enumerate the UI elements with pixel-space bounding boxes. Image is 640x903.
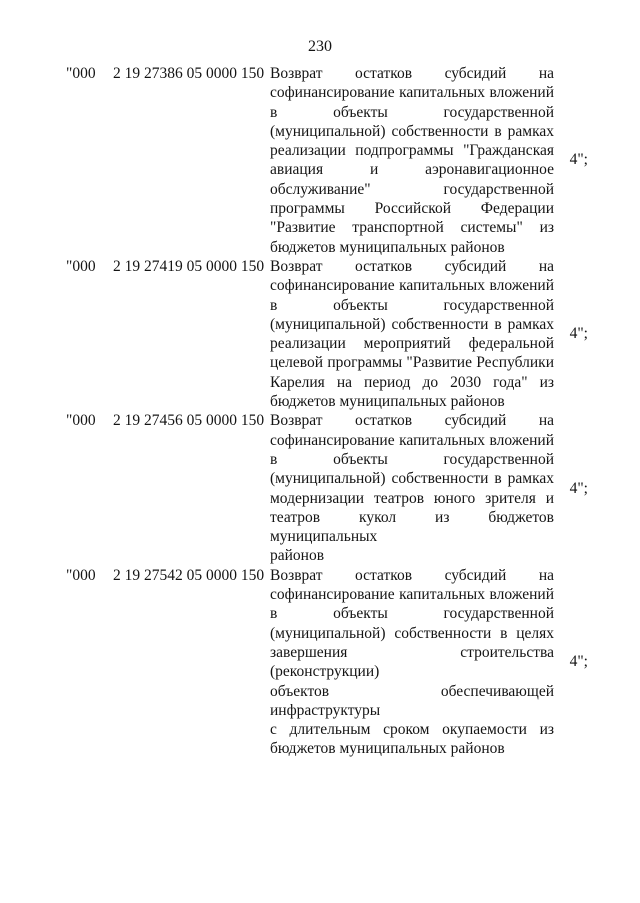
description-line: Возврат остатков субсидий на xyxy=(270,412,554,430)
budget-classification-code: 2 19 27386 05 0000 150 xyxy=(113,65,265,82)
description-line: софинансирование капитальных вложений xyxy=(270,277,554,295)
income-description xyxy=(270,566,554,759)
description-line: в объекты государственной xyxy=(270,450,554,468)
description-line: объектов обеспечивающей инфраструктуры xyxy=(270,682,554,719)
income-description xyxy=(270,411,554,565)
description-line: реализации подпрограммы "Гражданская xyxy=(270,142,554,160)
description-line: обслуживание" государственной xyxy=(270,180,554,198)
description-line: целевой программы "Развитие Республики xyxy=(270,354,554,372)
budget-code-entry xyxy=(0,64,640,257)
amount-value: 4"; xyxy=(569,479,588,497)
description-line: Возврат остатков субсидий на xyxy=(270,257,554,275)
description-line: с длительным сроком окупаемости из xyxy=(270,721,554,739)
description-line: софинансирование капитальных вложений xyxy=(270,84,554,102)
budget-classification-code: 2 19 27419 05 0000 150 xyxy=(113,257,265,275)
description-line: (муниципальной) собственности в целях xyxy=(270,624,554,642)
budget-code-entry xyxy=(0,566,640,759)
description-line: в объекты государственной xyxy=(270,296,554,314)
budget-code-entry xyxy=(0,257,640,411)
income-description xyxy=(270,64,554,257)
description-line: театров кукол из бюджетов муниципальных xyxy=(270,508,554,546)
description-line: софинансирование капитальных вложений xyxy=(270,586,554,604)
description-line: Возврат остатков субсидий на xyxy=(270,566,554,584)
description-line: завершения строительства (реконструкции) xyxy=(270,643,554,681)
description-line: в объекты государственной xyxy=(270,605,554,623)
description-line: районов xyxy=(270,547,325,565)
description-line: (муниципальной) собственности в рамках xyxy=(270,315,554,333)
description-line: (муниципальной) собственности в рамках xyxy=(270,122,554,140)
admin-code: "000 xyxy=(66,412,96,430)
admin-code: "000 xyxy=(66,566,96,584)
admin-code: "000 xyxy=(66,257,96,275)
description-line: бюджетов муниципальных районов xyxy=(270,740,505,758)
description-line: программы Российской Федерации xyxy=(270,200,554,218)
admin-code: "000 xyxy=(66,65,96,82)
budget-code-entry xyxy=(0,411,640,565)
budget-code-list xyxy=(0,64,640,759)
description-line: авиация и аэронавигационное xyxy=(270,161,554,179)
description-line: софинансирование капитальных вложений xyxy=(270,431,554,449)
description-line: Возврат остатков субсидий на xyxy=(270,65,554,82)
page-number: 230 xyxy=(308,38,332,55)
income-description xyxy=(270,257,554,411)
description-line: (муниципальной) собственности в рамках xyxy=(270,470,554,488)
amount-value: 4"; xyxy=(569,151,588,169)
description-line: бюджетов муниципальных районов xyxy=(270,393,505,411)
amount-value: 4"; xyxy=(569,653,588,671)
description-line: реализации мероприятий федеральной xyxy=(270,335,554,353)
amount-value: 4"; xyxy=(569,325,588,343)
budget-classification-code: 2 19 27456 05 0000 150 xyxy=(113,412,265,430)
budget-classification-code: 2 19 27542 05 0000 150 xyxy=(113,566,265,584)
description-line: модернизации театров юного зрителя и xyxy=(270,489,554,507)
description-line: в объекты государственной xyxy=(270,103,554,121)
description-line: бюджетов муниципальных районов xyxy=(270,238,505,256)
description-line: "Развитие транспортной системы" из xyxy=(270,219,554,237)
description-line: Карелия на период до 2030 года" из xyxy=(270,373,554,391)
